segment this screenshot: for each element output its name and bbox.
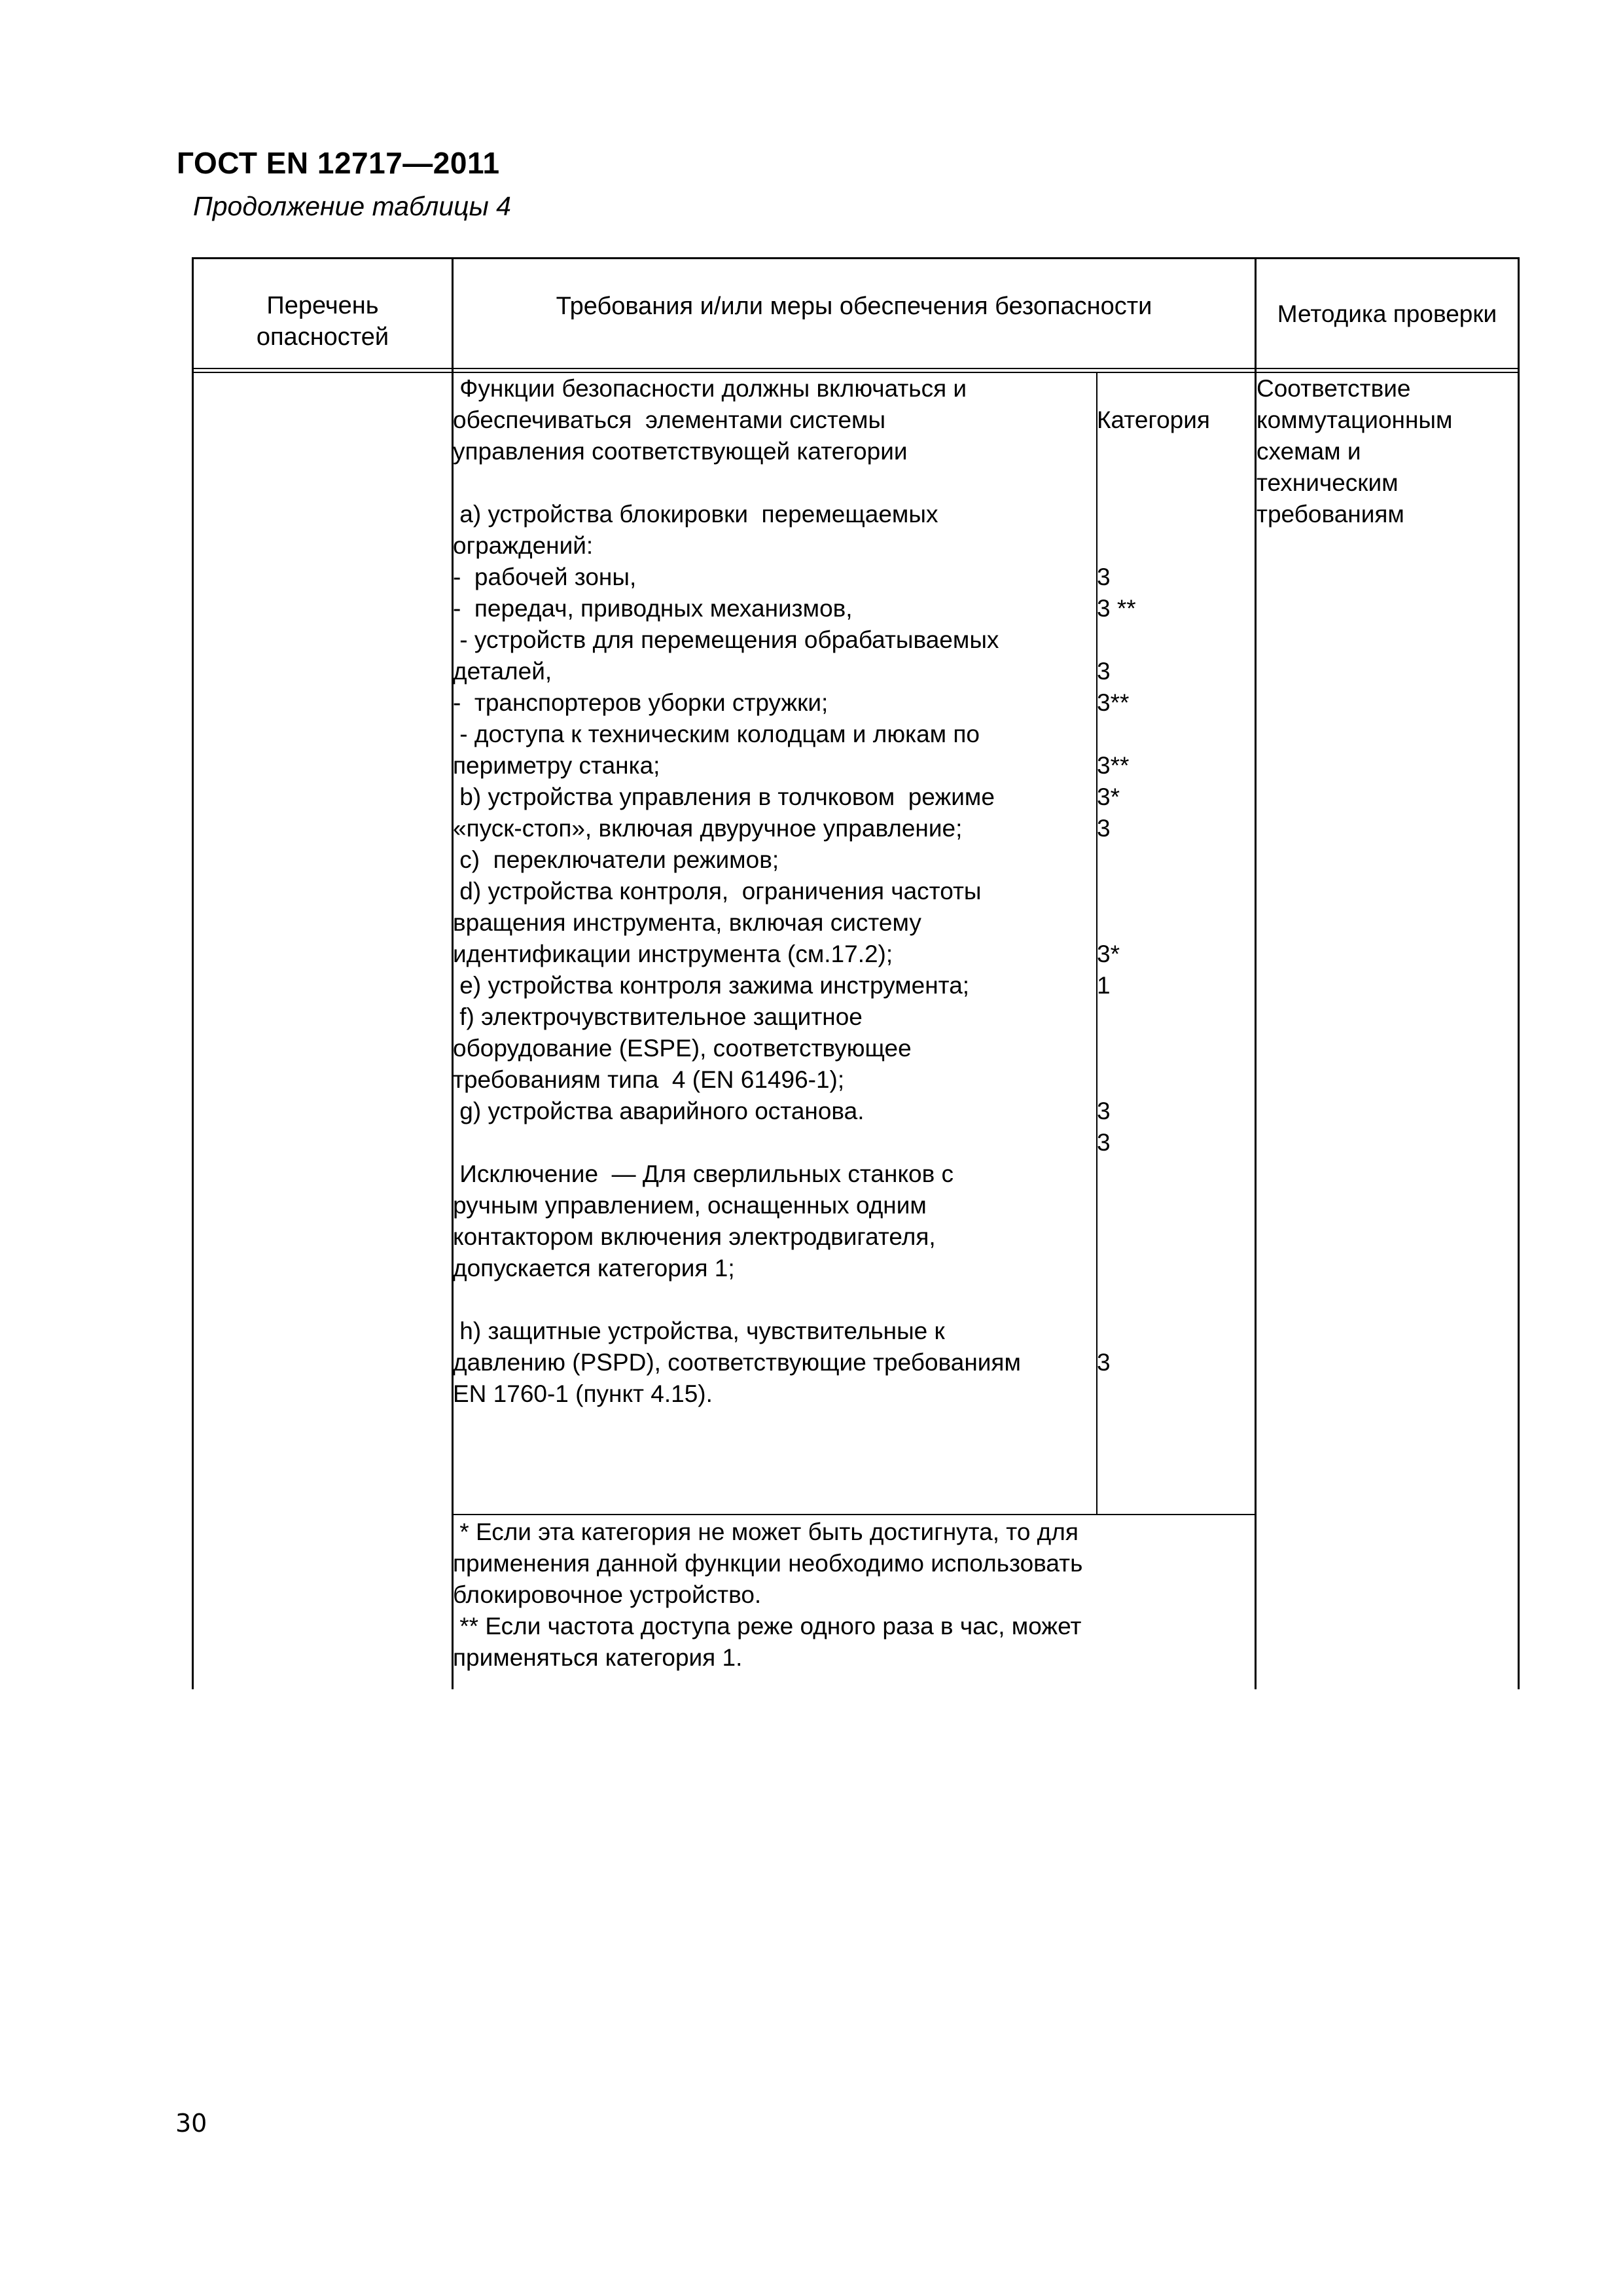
category-value bbox=[1097, 1001, 1210, 1033]
requirement-line: деталей, bbox=[453, 658, 552, 685]
requirement-line: идентификации инструмента (см.17.2); bbox=[453, 941, 893, 967]
requirement-line bbox=[453, 1127, 1021, 1158]
header-bottom-border bbox=[192, 368, 1520, 369]
category-value bbox=[1097, 907, 1210, 939]
requirement-line: - транспортеров уборки стружки; bbox=[453, 689, 829, 716]
requirement-line: управления соответствующей категории bbox=[453, 438, 908, 465]
document-code: ГОСТ EN 12717—2011 bbox=[177, 146, 500, 180]
category-value bbox=[1097, 1190, 1210, 1221]
category-value bbox=[1097, 1158, 1210, 1190]
table-continuation-caption: Продолжение таблицы 4 bbox=[193, 191, 511, 221]
category-value bbox=[1097, 1033, 1210, 1064]
requirement-line: обеспечиваться элементами системы bbox=[453, 406, 886, 433]
requirement-line: - устройств для перемещения обрабатываемых bbox=[453, 626, 999, 653]
category-value: 3* bbox=[1097, 783, 1120, 810]
method-line: техническим bbox=[1257, 469, 1399, 496]
footnote-line: * Если эта категория не может быть достигнута, то для bbox=[453, 1518, 1079, 1545]
requirement-line: ограждений: bbox=[453, 532, 594, 559]
requirement-line: ручным управлением, оснащенных одним bbox=[453, 1192, 927, 1219]
requirement-line: e) устройства контроля зажима инструмента; bbox=[453, 972, 970, 999]
category-value bbox=[1097, 467, 1210, 499]
requirement-line: a) устройства блокировки перемещаемых bbox=[453, 501, 938, 528]
verification-method-cell bbox=[1257, 373, 1452, 530]
footnote-line: блокировочное устройство. bbox=[453, 1581, 762, 1608]
category-value: Категория bbox=[1097, 406, 1210, 433]
requirements-cell bbox=[453, 373, 1021, 1410]
requirement-line: допускается категория 1; bbox=[453, 1255, 735, 1282]
column-header-requirements: Требования и/или меры обеспечения безопасности bbox=[556, 293, 1152, 320]
method-line: схемам и bbox=[1257, 438, 1361, 465]
category-value: 3** bbox=[1097, 689, 1130, 716]
category-value bbox=[1097, 876, 1210, 907]
category-value bbox=[1097, 1064, 1210, 1096]
requirement-line: контактором включения электродвигателя, bbox=[453, 1223, 936, 1250]
requirement-line: b) устройства управления в толчковом режиме bbox=[453, 783, 995, 810]
method-line: коммутационным bbox=[1257, 406, 1453, 433]
requirement-line: d) устройства контроля, ограничения частоты bbox=[453, 878, 982, 905]
requirement-line: периметру станка; bbox=[453, 752, 660, 779]
category-value bbox=[1097, 844, 1210, 876]
requirement-line: h) защитные устройства, чувствительные к bbox=[453, 1318, 945, 1344]
requirement-line: - рабочей зоны, bbox=[453, 564, 637, 590]
category-value bbox=[1097, 1284, 1210, 1316]
requirement-line: - передач, приводных механизмов, bbox=[453, 595, 853, 622]
column-header-verification: Методика проверки bbox=[1277, 300, 1497, 327]
category-value: 3** bbox=[1097, 752, 1130, 779]
category-value bbox=[1097, 624, 1210, 656]
requirement-line: вращения инструмента, включая систему bbox=[453, 909, 921, 936]
page-number: 30 bbox=[175, 2109, 207, 2138]
requirement-line: Исключение — Для сверлильных станков с bbox=[453, 1160, 954, 1187]
category-value: 3 bbox=[1097, 1098, 1111, 1124]
category-value: 3 bbox=[1097, 1349, 1111, 1376]
table-right-border bbox=[1518, 257, 1520, 1689]
category-cell bbox=[1097, 373, 1210, 1410]
requirement-line: - доступа к техническим колодцам и люкам по bbox=[453, 721, 980, 747]
requirement-line: f) электрочувствительное защитное bbox=[453, 1003, 863, 1030]
method-line: Соответствие bbox=[1257, 375, 1411, 402]
requirement-line: EN 1760-1 (пункт 4.15). bbox=[453, 1380, 713, 1407]
requirement-line: Функции безопасности должны включаться и bbox=[453, 375, 967, 402]
category-value bbox=[1097, 1316, 1210, 1347]
footnote-line: применяться категория 1. bbox=[453, 1644, 743, 1671]
requirement-line: «пуск-стоп», включая двуручное управление; bbox=[453, 815, 963, 842]
category-value bbox=[1097, 1253, 1210, 1284]
requirement-line: оборудование (ESPE), соответствующее bbox=[453, 1035, 912, 1062]
table-left-border bbox=[192, 257, 194, 1689]
requirement-line bbox=[453, 467, 1021, 499]
footnote-line: применения данной функции необходимо использовать bbox=[453, 1550, 1083, 1577]
category-value: 3* bbox=[1097, 941, 1120, 967]
requirement-line: давлению (PSPD), соответствующие требованиям bbox=[453, 1349, 1021, 1376]
footnote-line: ** Если частота доступа реже одного раза в час, может bbox=[453, 1613, 1082, 1640]
category-value: 1 bbox=[1097, 972, 1111, 999]
category-value bbox=[1097, 436, 1210, 467]
category-value bbox=[1097, 1378, 1210, 1410]
category-value: 3 ** bbox=[1097, 595, 1136, 622]
category-value bbox=[1097, 499, 1210, 530]
category-value bbox=[1097, 530, 1210, 562]
footnote-top-border bbox=[452, 1514, 1256, 1515]
requirement-line: g) устройства аварийного останова. bbox=[453, 1098, 865, 1124]
category-value bbox=[1097, 1221, 1210, 1253]
requirement-line: c) переключатели режимов; bbox=[453, 846, 779, 873]
category-value bbox=[1097, 719, 1210, 750]
requirement-line bbox=[453, 1284, 1021, 1316]
category-value: 3 bbox=[1097, 1129, 1111, 1156]
table-top-border bbox=[192, 257, 1520, 259]
column-header-hazards: Перечень опасностей bbox=[256, 292, 389, 351]
category-value: 3 bbox=[1097, 658, 1111, 685]
category-value: 3 bbox=[1097, 564, 1111, 590]
category-value bbox=[1097, 373, 1210, 404]
requirement-line: требованиям типа 4 (EN 61496-1); bbox=[453, 1066, 845, 1093]
method-line: требованиям bbox=[1257, 501, 1404, 528]
footnotes-cell bbox=[453, 1516, 1082, 1674]
category-value: 3 bbox=[1097, 815, 1111, 842]
